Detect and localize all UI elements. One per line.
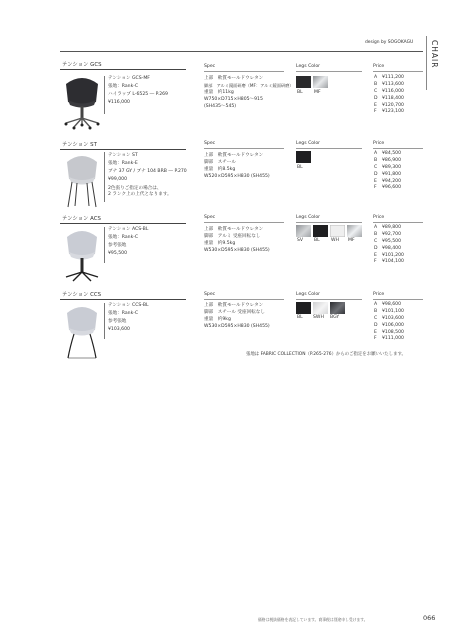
legs-color-header: Legs Color [296,141,321,146]
legs-color-header: Legs Color [296,64,321,69]
spec-line: 脚部 スチール 受座回転なし [204,310,265,315]
price-header: Price [373,141,385,146]
footer-note: 価格は税抜価格を表記しています。商事税は別途申し受けます。 [258,617,368,622]
two-tone-note: 2 ランク上の上代となります。 [108,192,172,197]
section-title: テンション ACS [62,216,101,222]
spec-line: 重量 約9kg [204,317,231,322]
spec-line: 上部 軟質モールドウレタン [204,76,264,81]
model-name: テンション ACS-BL [108,227,149,232]
two-tone-note: 2色張りご指定の場合は、 [108,186,162,191]
legs-code: SWH [313,315,324,320]
legs-swatch-sv [296,225,311,237]
legs-code: SV [297,238,304,243]
spec-line: W750×D715×H805～915 [204,97,263,102]
chair-gcs-image [60,74,104,132]
legs-code: BL [297,315,303,320]
section-title: テンション GCS [62,62,102,68]
fabric-ref: 参考張地 [108,319,127,324]
fabric-ref: ハイラップ L-6525 ― P.269 [108,92,168,97]
page-number: 066 [423,614,436,622]
price-list [374,75,404,116]
price-row: B ¥101,100 [374,308,404,314]
legs-swatch-wh [330,225,345,237]
legs-code: BGY [330,315,340,320]
price-list [374,151,401,192]
spec-line: 脚部 スチール [204,160,236,165]
price-list [374,302,404,343]
legs-code: WH [331,238,339,243]
model-name: テンション GCS-MF [108,76,150,81]
spec-line: 上部 軟質モールドウレタン [204,227,264,232]
chair-category-tab [426,36,428,90]
price-row: F ¥111,000 [374,336,404,342]
price-row: B ¥113,600 [374,81,404,87]
price-row: E ¥101,200 [374,252,404,258]
legs-swatch-bl [313,225,328,237]
spec-line: 脚部 アルミ鏡面研磨（MF：アルミ鏡面研磨） [204,83,294,88]
fabric-rank: 張地：Rank-E [108,161,138,166]
price-header: Price [373,292,385,297]
price-row: D ¥98,400 [374,245,401,251]
fabric-rank: 張地：Rank-C [108,84,139,89]
legs-swatch-bl [296,76,311,88]
price-row: E ¥108,500 [374,329,404,335]
price-row: D ¥91,800 [374,171,401,177]
legs-swatch-bl [296,302,311,314]
price-header: Price [373,64,385,69]
fabric-rank: 張地：Rank-C [108,311,139,316]
chair-acs-image [60,227,104,285]
price-row: B ¥86,900 [374,157,401,163]
legs-code: MF [348,238,355,243]
spec-header: Spec [204,141,216,146]
spec-line: W530×D595×H830 (SH455) [204,248,270,253]
price-header: Price [373,215,385,220]
legs-code: MF [314,90,321,95]
section-title: テンション ST [62,142,97,148]
price-row: F ¥123,100 [374,109,404,115]
price-row: D ¥118,400 [374,95,404,101]
fabric-ref: ブナ 37 GY / ブナ 104 BRB ― P.270 [108,169,187,174]
spec-line: 上部 軟質モールドウレタン [204,303,264,308]
legs-code: BL [297,90,303,95]
fabric-collection-note: 張地は FABRIC COLLECTION（P.265-276）からのご指定をお願いいたします。 [246,352,406,357]
price-row: F ¥96,600 [374,185,401,191]
price-row: C ¥89,300 [374,164,401,170]
spec-line: W530×D595×H830 (SH455) [204,324,270,329]
price-row: B ¥92,700 [374,231,401,237]
price-row: C ¥103,600 [374,315,404,321]
legs-swatch-bl [296,151,311,163]
fabric-rank: 張地：Rank-C [108,235,139,240]
price-row: D ¥106,000 [374,322,404,328]
model-price: ¥116,000 [108,100,130,105]
legs-color-header: Legs Color [296,292,321,297]
section-rule [60,69,186,70]
model-price: ¥95,500 [108,251,127,256]
legs-color-header: Legs Color [296,215,321,220]
price-row: E ¥120,700 [374,102,404,108]
spec-header: Spec [204,292,216,297]
legs-swatch-mf [313,76,328,88]
spec-line: 脚部 アルミ 受座回転なし [204,234,261,239]
spec-line: 重量 約11kg [204,90,234,95]
legs-code: BL [297,165,303,170]
chair-category-label: CHAIR [430,40,439,69]
model-price: ¥99,000 [108,177,127,182]
price-row: F ¥104,100 [374,259,404,265]
section-title: テンション CCS [62,292,102,298]
price-row: A ¥84,500 [374,151,401,156]
spec-line: 上部 軟質モールドウレタン [204,153,264,158]
spec-line: 重量 約9.5kg [204,241,236,246]
price-row: A ¥111,200 [374,75,404,80]
price-row: A ¥89,800 [374,225,401,230]
spec-header: Spec [204,64,216,69]
chair-ccs-image [60,303,104,361]
spec-header: Spec [204,215,216,220]
price-row: C ¥95,500 [374,238,401,244]
chair-st-image [60,152,104,210]
price-list [374,225,404,266]
legs-code: BL [314,238,320,243]
spec-line: W520×D595×H830 (SH455) [204,174,270,179]
model-name: テンション CCS-BL [108,303,149,308]
spec-line: (SH435～545) [204,104,237,109]
model-name: テンション ST [108,153,138,158]
price-row: C ¥116,000 [374,88,404,94]
design-credit: design by SOGOKAGU [365,40,414,45]
price-row: E ¥94,200 [374,178,401,184]
fabric-ref: 参考張地 [108,243,127,248]
legs-swatch-swh [313,302,328,314]
price-row: A ¥98,600 [374,302,401,307]
legs-swatch-mf [347,225,362,237]
model-price: ¥103,600 [108,327,130,332]
legs-swatch-bgy [330,302,345,314]
header-rule [60,51,423,52]
spec-line: 重量 約8.5kg [204,167,236,172]
